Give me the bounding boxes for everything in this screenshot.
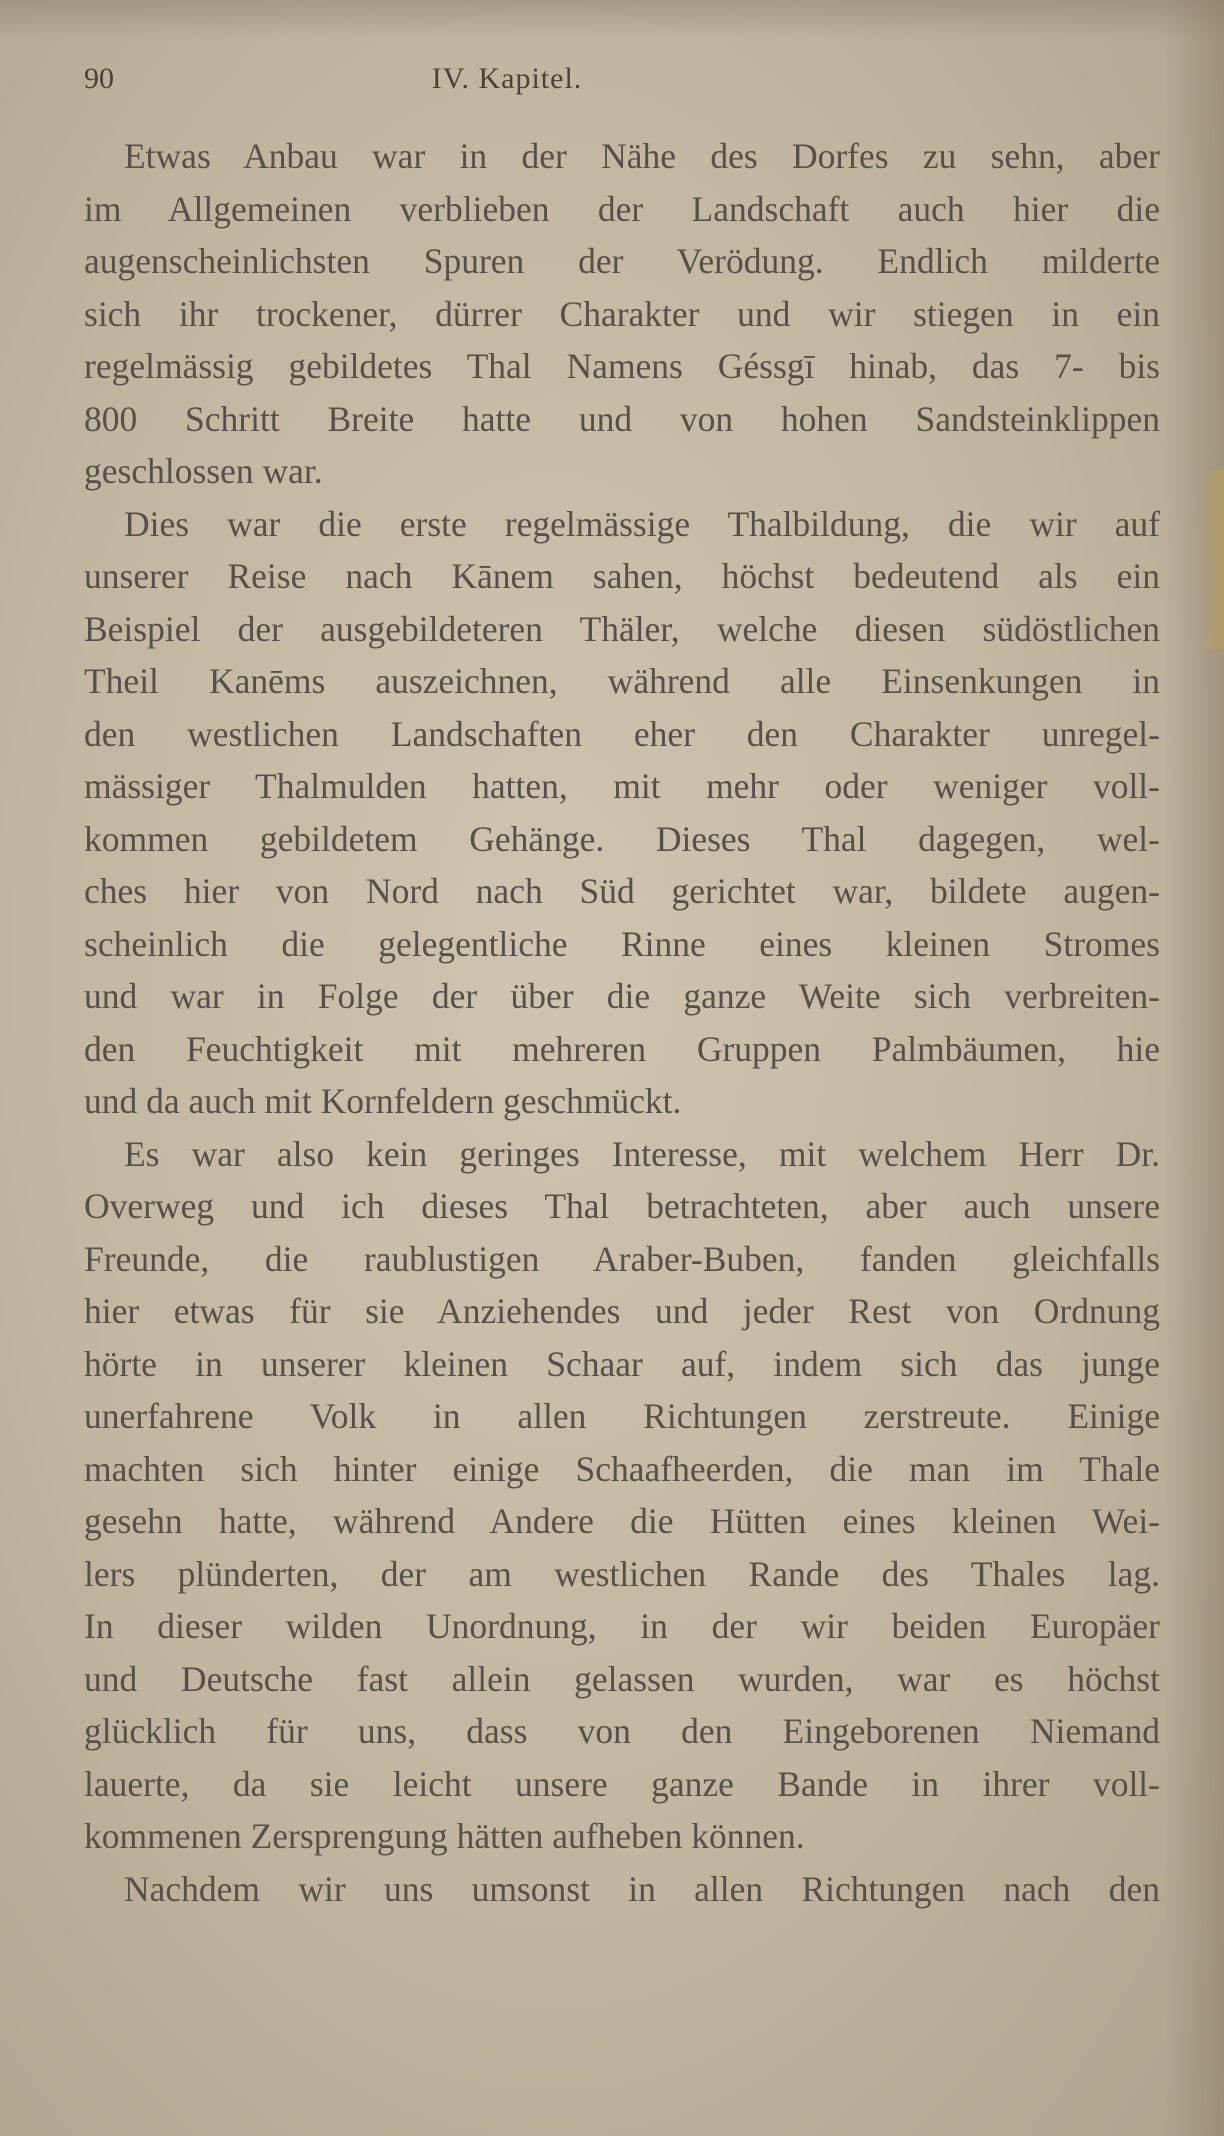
body-text: [84, 130, 1160, 1915]
text-line: gesehn hatte, während Andere die Hütten eines kleinen Wei-: [84, 1501, 1160, 1541]
text-line: hier etwas für sie Anziehendes und jeder Rest von Ordnung: [84, 1291, 1160, 1331]
text-line: Theil Kanēms auszeichnen, während alle Einsenkungen in: [84, 661, 1160, 701]
text-line: augenscheinlichsten Spuren der Verödung. Endlich milderte: [84, 241, 1160, 281]
text-line: scheinlich die gelegentliche Rinne eines kleinen Stromes: [84, 923, 1160, 964]
text-line: ches hier von Nord nach Süd gerichtet war, bildete augen-: [84, 871, 1160, 911]
running-head: IV. Kapitel.: [431, 62, 583, 95]
text-line: kommenen Zersprengung hätten aufheben können.: [84, 1816, 805, 1856]
text-line: den westlichen Landschaften eher den Charakter unregel-: [84, 713, 1160, 754]
text-line: glücklich für uns, dass von den Eingeborenen Niemand: [84, 1711, 1160, 1751]
text-line: geschlossen war.: [84, 451, 323, 491]
text-line: Dies war die erste regelmässige Thalbildung, die wir auf: [124, 503, 1160, 544]
text-line: unerfahrene Volk in allen Richtungen zerstreute. Einige: [84, 1396, 1160, 1436]
text-line: sich ihr trockener, dürrer Charakter und wir stiegen in ein: [84, 293, 1160, 334]
text-line: Nachdem wir uns umsonst in allen Richtungen nach den: [124, 1868, 1160, 1909]
text-line: 800 Schritt Breite hatte und von hohen Sandsteinklippen: [84, 398, 1160, 439]
page-shadow-right: [1164, 0, 1224, 2136]
text-line: den Feuchtigkeit mit mehreren Gruppen Palmbäumen, hie: [84, 1028, 1160, 1069]
text-line: mässiger Thalmulden hatten, mit mehr oder weniger voll-: [84, 766, 1160, 806]
text-line: In dieser wilden Unordnung, in der wir beiden Europäer: [84, 1606, 1160, 1646]
text-line: Freunde, die raublustigen Araber-Buben, fanden gleichfalls: [84, 1238, 1160, 1279]
text-line: im Allgemeinen verblieben der Landschaft auch hier die: [84, 188, 1160, 229]
text-line: regelmässig gebildetes Thal Namens Géssgī hinab, das 7- bis: [84, 346, 1160, 386]
text-line: Beispiel der ausgebildeteren Thäler, welche diesen südöstlichen: [84, 608, 1160, 649]
text-line: und da auch mit Kornfeldern geschmückt.: [84, 1081, 682, 1121]
text-line: Overweg und ich dieses Thal betrachteten, aber auch unsere: [84, 1186, 1160, 1226]
text-line: kommen gebildetem Gehänge. Dieses Thal dagegen, wel-: [84, 818, 1160, 859]
text-line: hörte in unserer kleinen Schaar auf, indem sich das junge: [84, 1343, 1160, 1384]
page-shadow-top: [0, 0, 1224, 40]
text-line: Es war also kein geringes Interesse, mit welchem Herr Dr.: [124, 1133, 1160, 1174]
text-line: machten sich hinter einige Schaafheerden, die man im Thale: [84, 1448, 1160, 1489]
text-line: unserer Reise nach Kānem sahen, höchst bedeutend als ein: [84, 556, 1160, 596]
page-header: [84, 56, 1170, 106]
text-line: und Deutsche fast allein gelassen wurden, war es höchst: [84, 1658, 1160, 1699]
page-number: 90: [84, 62, 114, 95]
paper-stain: [1198, 470, 1224, 650]
text-line: lauerte, da sie leicht unsere ganze Bande in ihrer voll-: [84, 1763, 1160, 1804]
text-line: und war in Folge der über die ganze Weite sich verbreiten-: [84, 976, 1160, 1016]
text-line: lers plünderten, der am westlichen Rande des Thales lag.: [84, 1553, 1160, 1594]
text-line: Etwas Anbau war in der Nähe des Dorfes zu sehn, aber: [124, 136, 1160, 176]
